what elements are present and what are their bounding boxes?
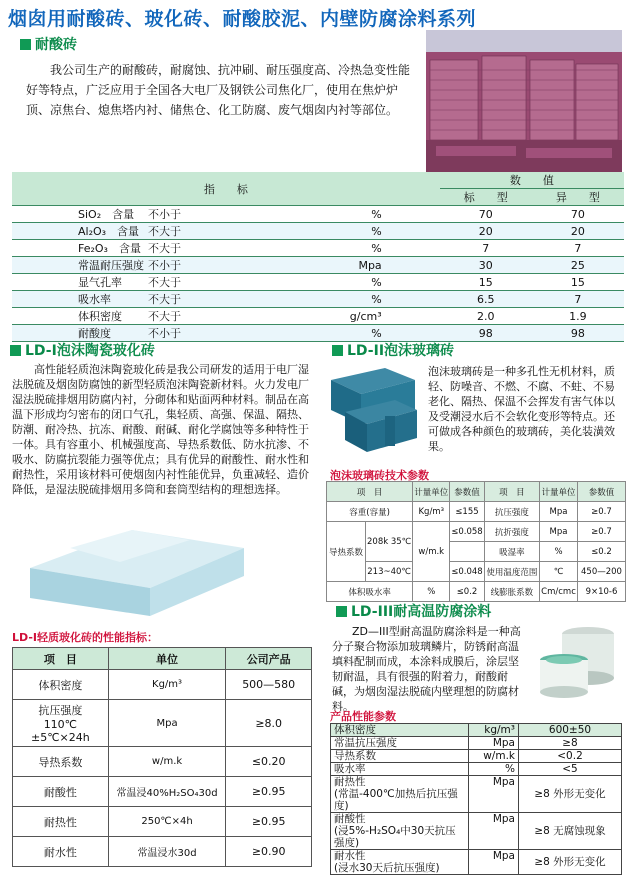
cell: 98: [440, 325, 532, 342]
cell: Cm/cmc: [540, 582, 578, 602]
cell: 体积密度: [13, 670, 109, 700]
cell: 不小于: [146, 206, 245, 223]
header-value: 参数值: [450, 482, 484, 502]
cell: ≤0.2: [450, 582, 484, 602]
cell: 导热系数: [327, 522, 366, 582]
cell: 15: [440, 274, 532, 291]
cell: 吸水率: [12, 291, 146, 308]
cell: ≥0.95: [226, 807, 312, 837]
cell: ≥8 无腐蚀现象: [519, 813, 622, 850]
cell: ≤155: [450, 502, 484, 522]
paint-bucket-illustration: [530, 620, 624, 702]
table-row: [12, 325, 624, 342]
cell: ≥0.95: [226, 777, 312, 807]
header-unit-2: 计量单位: [540, 482, 578, 502]
cell: %: [540, 542, 578, 562]
section-heading-foam-glass: [332, 340, 454, 360]
cell: ≥8 外形无变化: [519, 776, 622, 813]
cell: 70: [532, 206, 624, 223]
cell: 导热系数: [331, 750, 469, 763]
cell: Mpa: [469, 813, 519, 850]
cell: %: [413, 582, 450, 602]
coating-bucket-photo: [530, 620, 624, 702]
square-bullet-icon: [10, 345, 21, 356]
cell: w/m.k: [108, 747, 226, 777]
cell: 耐水性 (浸水30天后抗压强度): [331, 850, 469, 875]
cell: w/m.k: [469, 750, 519, 763]
cell: 不小于: [146, 325, 245, 342]
foam-ceramic-photo: [30, 528, 244, 616]
table-row: [12, 257, 624, 274]
header-item: 项 目: [13, 648, 109, 670]
cell: Mpa: [469, 850, 519, 875]
cell: 耐酸性: [13, 777, 109, 807]
cell: w/m.k: [413, 522, 450, 582]
header-product: 公司产品: [226, 648, 312, 670]
cell: 2.0: [440, 308, 532, 325]
cell: 25: [532, 257, 624, 274]
table-row: [327, 502, 626, 522]
cell: 不大于: [146, 240, 245, 257]
cell: 不小于: [146, 257, 245, 274]
cell: %: [245, 325, 440, 342]
header-value: 数 值: [440, 172, 624, 189]
cell: ≥8.0: [226, 700, 312, 747]
table-row: [331, 813, 622, 850]
cell: %: [245, 291, 440, 308]
cell: <5: [519, 763, 622, 776]
acid-brick-photo: [426, 30, 622, 172]
cell: 吸湿率: [484, 542, 539, 562]
cell: ≥8 外形无变化: [519, 850, 622, 875]
cell: 使用温度范围: [484, 562, 539, 582]
cell: Kg/m³: [108, 670, 226, 700]
cell: 体积密度: [331, 724, 469, 737]
cell: %: [469, 763, 519, 776]
cell: ≤0.20: [226, 747, 312, 777]
cell: 20: [532, 223, 624, 240]
foam-ceramic-performance-table: [12, 647, 312, 867]
table-row: [12, 291, 624, 308]
cell: 常温耐压强度: [12, 257, 146, 274]
cell: ≥0.90: [226, 837, 312, 867]
square-bullet-icon: [336, 606, 347, 617]
header-item: 项 目: [327, 482, 413, 502]
header-standard: 标 型: [440, 189, 532, 206]
section-heading-coating: [336, 601, 491, 621]
coating-caption: 产品性能参数: [330, 710, 396, 723]
cell: 213~40℃: [366, 562, 413, 582]
cell: 600±50: [519, 724, 622, 737]
cell: %: [245, 223, 440, 240]
cell: 20: [440, 223, 532, 240]
table-row: [12, 308, 624, 325]
cell: %: [245, 274, 440, 291]
cell: 常温浸水30d: [108, 837, 226, 867]
table-row: [12, 223, 624, 240]
table-header-row: [13, 648, 312, 670]
cell: ≤0.058: [450, 522, 484, 542]
coating-description: ZD—III型耐高温防腐涂料是一种高分子聚合物添加玻璃鳞片，防锈耐高温填料配制而成，本涂料成膜后，涂层坚韧耐温，具有很强的附着力，耐酸耐碱，为烟囱湿法脱硫内壁理想的防腐材料。: [332, 625, 521, 713]
header-special: 异 型: [532, 189, 624, 206]
section-heading-text: LD-III耐高温防腐涂料: [351, 604, 492, 620]
cell: Mpa: [540, 522, 578, 542]
cell: 导热系数: [13, 747, 109, 777]
foam-ceramic-description: 高性能轻质泡沫陶瓷玻化砖是我公司研发的适用于电厂湿法脱硫及烟囱防腐蚀的新型轻质泡沫陶瓷新材料。火力发电厂湿法脱硫排烟用防腐内衬，分砌体和贴面两种材料。制品在高温下形成均匀密布的闭口气孔，集轻质、高强、保温、隔热、防潮、耐冷热、抗冻、耐酸、耐碱、耐化学腐蚀等多种特性于一体。具有容重小、机械强度高、导热系数低、防水抗渗、不吸水、防腐抗裂能力强等优点；具有优异的耐酸性、耐水性和耐热性，采用该材料可使烟囱内衬性能优异，负重减轻、造价降低，是湿法脱硫排烟用多筒和套筒型结构的理想选择。: [12, 363, 309, 496]
table-row: [327, 562, 626, 582]
foam-glass-photo: [325, 366, 421, 454]
cell: Mpa: [245, 257, 440, 274]
cell: 7: [532, 291, 624, 308]
cell: 500—580: [226, 670, 312, 700]
cell: ≤0.2: [577, 542, 625, 562]
section-heading-foam-ceramic: [10, 340, 155, 360]
table-row: [13, 747, 312, 777]
header-index: 指 标: [12, 172, 440, 206]
header-value-2: 参数值: [577, 482, 625, 502]
cell: 耐酸度: [12, 325, 146, 342]
header-unit: 计量单位: [413, 482, 450, 502]
cell: 抗压强度: [484, 502, 539, 522]
section-heading-text: LD-I泡沫陶瓷玻化砖: [25, 343, 155, 359]
cell: [450, 542, 484, 562]
square-bullet-icon: [20, 39, 31, 50]
cell: Mpa: [469, 776, 519, 813]
cell: %: [245, 240, 440, 257]
acid-brick-spec-table: [12, 172, 624, 342]
header-unit: 单位: [108, 648, 226, 670]
cell: 6.5: [440, 291, 532, 308]
table-row: [13, 837, 312, 867]
cell: 抗折强度: [484, 522, 539, 542]
cell: 1.9: [532, 308, 624, 325]
table-row: [12, 240, 624, 257]
cell: <0.2: [519, 750, 622, 763]
cell: Al₂O₃ 含量: [12, 223, 146, 240]
cell: Mpa: [469, 737, 519, 750]
table-header-row: [327, 482, 626, 502]
cell: 450—200: [577, 562, 625, 582]
table-row: [331, 750, 622, 763]
cell: Kg/m³: [413, 502, 450, 522]
foam-glass-illustration: [325, 366, 421, 454]
cell: g/cm³: [245, 308, 440, 325]
cell: kg/m³: [469, 724, 519, 737]
cell: 70: [440, 206, 532, 223]
cell: 显气孔率: [12, 274, 146, 291]
table-row: [13, 670, 312, 700]
table-row: [13, 700, 312, 747]
cell: 耐酸性 (浸5%-H₂SO₄中30天抗压强度): [331, 813, 469, 850]
cell: 250℃×4h: [108, 807, 226, 837]
table-row: [13, 807, 312, 837]
coating-performance-table: [330, 723, 622, 875]
cell: ≤0.048: [450, 562, 484, 582]
table-row: [327, 522, 626, 542]
cell: 耐水性: [13, 837, 109, 867]
cell: %: [245, 206, 440, 223]
table-row: [12, 274, 624, 291]
foam-ceramic-caption: LD-I轻质玻化砖的性能指标：: [12, 631, 159, 644]
cell: 耐热性 (常温-400℃加热后抗压强度): [331, 776, 469, 813]
page-title: 烟囱用耐酸砖、玻化砖、耐酸胶泥、内壁防腐涂料系列: [8, 8, 477, 30]
cell: ≥0.7: [577, 502, 625, 522]
acid-brick-description: 我公司生产的耐酸砖，耐腐蚀、抗冲刷、耐压强度高、冷热急变性能好等特点，广泛应用于全国各大电厂及钢铁公司焦化厂，使用在焦炉炉顶、凉焦台、熄焦塔内衬、储焦仓、化工防腐、废气烟囱内衬等部位。: [26, 63, 411, 117]
cell: SiO₂ 含量: [12, 206, 146, 223]
cell: Mpa: [540, 502, 578, 522]
cell: ≥0.7: [577, 522, 625, 542]
cell: 不大于: [146, 308, 245, 325]
cell: Mpa: [108, 700, 226, 747]
cell: 208k 35℃: [366, 522, 413, 562]
cell: Fe₂O₃ 含量: [12, 240, 146, 257]
table-row: [331, 763, 622, 776]
cell: 不大于: [146, 291, 245, 308]
cell: 15: [532, 274, 624, 291]
cell: 容重(容量): [327, 502, 413, 522]
table-row: [13, 777, 312, 807]
foam-glass-description: 泡沫玻璃砖是一种多孔性无机材料，质轻、防噪音、不燃、不腐、不蛀、不易老化、隔热、保温不会挥发有害气体以及受潮浸水后不会软化变形等特点。还可做成各种颜色的玻璃砖，美化装潢效果。: [428, 365, 615, 453]
table-row: [327, 582, 626, 602]
square-bullet-icon: [332, 345, 343, 356]
cell: 抗压强度 110℃±5℃×24h: [13, 700, 109, 747]
cell: 常温浸40%H₂SO₄30d: [108, 777, 226, 807]
cell: 30: [440, 257, 532, 274]
cell: 常温抗压强度: [331, 737, 469, 750]
table-row: [331, 737, 622, 750]
cell: 9×10-6: [577, 582, 625, 602]
table-row: [12, 206, 624, 223]
foam-glass-caption: 泡沫玻璃砖技术参数: [330, 469, 429, 482]
cell: 98: [532, 325, 624, 342]
cell: ≥8: [519, 737, 622, 750]
section-heading-text: LD-II泡沫玻璃砖: [347, 343, 455, 359]
table-row: [331, 724, 622, 737]
cell: 体积密度: [12, 308, 146, 325]
cell: 体积吸水率: [327, 582, 413, 602]
cell: ℃: [540, 562, 578, 582]
cell: 不大于: [146, 223, 245, 240]
section-heading-acid-brick: [20, 34, 77, 54]
foam-brick-illustration: [30, 528, 244, 616]
cell: 耐热性: [13, 807, 109, 837]
cell: 不大于: [146, 274, 245, 291]
table-header-row: [12, 172, 624, 189]
table-row: [331, 850, 622, 875]
cell: 7: [440, 240, 532, 257]
foam-glass-spec-table: [326, 481, 626, 602]
brick-stack-illustration: [426, 30, 622, 172]
section-heading-text: 耐酸砖: [35, 37, 77, 53]
cell: 线膨胀系数: [484, 582, 539, 602]
cell: 7: [532, 240, 624, 257]
table-row: [331, 776, 622, 813]
cell: 吸水率: [331, 763, 469, 776]
header-item-2: 项 目: [484, 482, 539, 502]
